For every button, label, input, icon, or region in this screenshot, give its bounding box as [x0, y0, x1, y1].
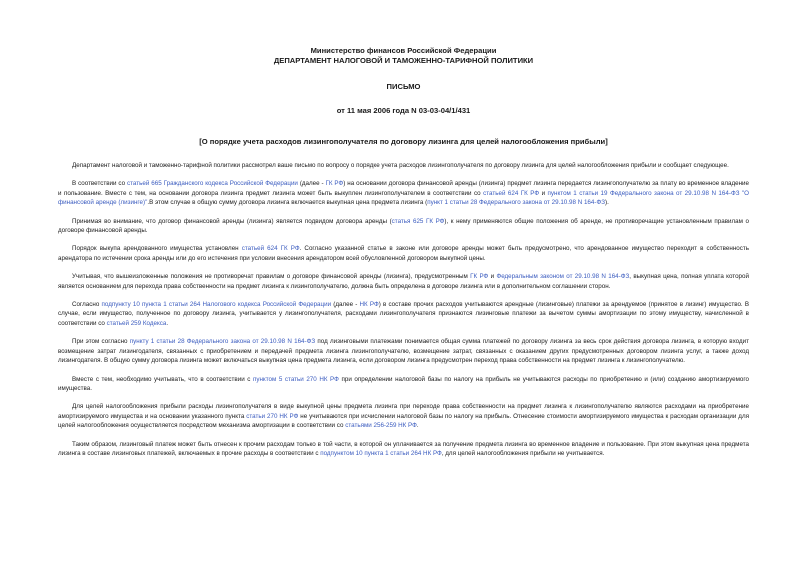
letter-header [40, 46, 767, 116]
link-nk-article-259[interactable]: статьей 259 Кодекса [106, 319, 167, 327]
document-subject: [О порядке учета расходов лизингополучателя по договору лизинга для целей налогообложения прибыли] [199, 137, 608, 146]
link-nk-article-270[interactable]: статьи 270 НК РФ [246, 412, 299, 420]
link-gk-article-625[interactable]: статья 625 ГК РФ [391, 217, 445, 225]
link-gk-article-624[interactable]: статьей 624 ГК РФ [241, 245, 300, 253]
document-type: ПИСЬМО [386, 82, 421, 91]
department-name: ДЕПАРТАМЕНТ НАЛОГОВОЙ И ТАМОЖЕННО-ТАРИФНОЙ ПОЛИТИКИ [273, 56, 534, 65]
paragraph-5: Учитывая, что вышеизложенные положения не противоречат правилам о договоре финансовой аренды (лизинга), предусмотренным ГК РФ и Федеральным законом от 29.10.98 N 164-ФЗ, выкупная цена, полная уплата которой является основанием для перехода права собственности на предмет лизинга к лизингополучателю, должна быть определена в договоре лизинга или в дополнительном соглашении сторон. [58, 273, 750, 290]
paragraph-8: Вместе с тем, необходимо учитывать, что в соответствии с пунктом 5 статьи 270 НК РФ при определении налоговой базы по налогу на прибыль не учитываются расходы по приобретению и (или) созданию амортизируемого имущества. [58, 375, 750, 392]
paragraph-9: Для целей налогообложения прибыли расходы лизингополучателя в виде выкупной цены предмета лизинга при переходе права собственности на предмет лизинга к лизингополучателю являются расходами на приобретение амортизируемого имущества и на основании указанного пункта статьи 270 НК РФ не учитываются при исчислении налоговой базы по налогу на прибыль. Отнесение стоимости амортизируемого имущества к расходам организации для целей налогообложения осуществляется посредством механизма амортизации в соответствии со статьями 256-259 НК РФ. [58, 403, 749, 430]
paragraph-6: Согласно подпункту 10 пункта 1 статьи 264 Налогового кодекса Российской Федерации (далее - НК РФ) в составе прочих расходов учитываются арендные (лизинговые) платежи за арендуемое (принятое в лизинг) имущество. В случае, если имущество, полученное по договору лизинга, учитывается у лизингополучателя, расходами лизингополучателя признаются лизинговые платежи за вычетом суммы амортизации по этому имуществу, начисленной в соответствии со статьей 259 Кодекса. [58, 301, 750, 327]
paragraph-1: Департамент налоговой и таможенно-тарифной политики рассмотрел ваше письмо по вопросу о порядке учета расходов лизингополучателя по договору лизинга для целей налогообложения прибыли и сообщает следующее. [72, 162, 729, 169]
link-164fz-article-28[interactable]: пункт 1 статьи 28 Федерального закона от 29.10.98 N 164-ФЗ [427, 199, 605, 207]
link-gk-article-624[interactable]: статьей 624 ГК РФ [483, 189, 540, 197]
link-gk-rf[interactable]: ГК РФ [325, 180, 344, 188]
paragraph-7: При этом согласно пункту 1 статьи 28 Федерального закона от 29.10.98 N 164-ФЗ под лизинговыми платежами понимается общая сумма платежей по договору лизинга за весь срок действия договора лизинга, в которую входит возмещение затрат лизингодателя, связанных с приобретением и передачей предмета лизинга лизингополучателю, возмещение затрат, связанных с оказанием других предусмотренных договором лизинга услуг, а также доход лизингодателя. В общую сумму договора лизинга может включаться выкупная цена предмета лизинга, если договором лизинга предусмотрен переход права собственности на предмет лизинга к лизингополучателю. [58, 338, 749, 365]
paragraph-3: Принимая во внимание, что договор финансовой аренды (лизинга) является подвидом договора аренды (статья 625 ГК РФ), к нему применяются общие положения об аренде, не противоречащие установленным правилам о договоре финансовой аренды. [58, 217, 749, 235]
ministry-name: Министерство финансов Российской Федерации [310, 46, 497, 55]
link-nk-article-264[interactable]: подпунктом 10 пункта 1 статьи 264 НК РФ [320, 449, 442, 457]
link-nk-articles-256-259[interactable]: статьями 256-259 НК РФ [345, 422, 417, 430]
document-date-number: от 11 мая 2006 года N 03-03-04/1/431 [336, 106, 471, 115]
link-nk-article-270-p5[interactable]: пунктом 5 статьи 270 НК РФ [252, 375, 339, 383]
paragraph-2: В соответствии со статьей 665 Гражданского кодекса Российской Федерации (далее - ГК РФ) на основании договора финансовой аренды (лизинга) предмет лизинга передается лизингополучателю за плату во временное владение и пользование. Вместе с тем, на основании договора лизинга предмет лизинга может быть выкуплен лизингополучателем в соответствии со статьей 624 ГК РФ и пунктом 1 статьи 19 Федерального закона от 29.10.98 N 164-ФЗ "О финансовой аренде (лизинге)".В этом случае в общую сумму договора лизинга включается выкупная цена предмета лизинга (пункт 1 статьи 28 Федерального закона от 29.10.98 N 164-ФЗ). [58, 180, 750, 207]
paragraph-10: Таким образом, лизинговый платеж может быть отнесен к прочим расходам только в той части, в которой он уплачивается за получение предмета лизинга во временное владение и пользование. При этом выкупная цена предмета лизинга в составе лизинговых платежей, включаемых в прочие расходы в соответствии с подпунктом 10 пункта 1 статьи 264 НК РФ, для целей налогообложения прибыли не учитывается. [58, 440, 749, 457]
link-gk-article-665[interactable]: статьей 665 Гражданского кодекса Российской Федерации [127, 180, 298, 188]
paragraph-4: Порядок выкупа арендованного имущества установлен статьей 624 ГК РФ. Согласно указанной статье в законе или договоре аренды может быть предусмотрено, что арендованное имущество переходит в собственность арендатора по истечении срока аренды или до его истечения при условии внесения арендатором всей обусловленной договором выкупной цены. [58, 245, 750, 262]
link-164fz-article-19[interactable]: пунктом 1 статьи 19 Федерального закона от 29.10.98 N 164-ФЗ "О финансовой аренде (лизинге)" [58, 189, 750, 207]
link-nk-rf[interactable]: НК РФ [359, 301, 379, 309]
link-nk-article-264[interactable]: подпункту 10 пункта 1 статьи 264 Налогового кодекса Российской Федерации [101, 301, 332, 309]
link-164fz[interactable]: Федеральным законом от 29.10.98 N 164-ФЗ [496, 273, 630, 281]
link-164fz-article-28[interactable]: пункту 1 статьи 28 Федерального закона от 29.10.98 N 164-ФЗ [129, 338, 316, 346]
link-gk-rf[interactable]: ГК РФ [470, 273, 489, 281]
